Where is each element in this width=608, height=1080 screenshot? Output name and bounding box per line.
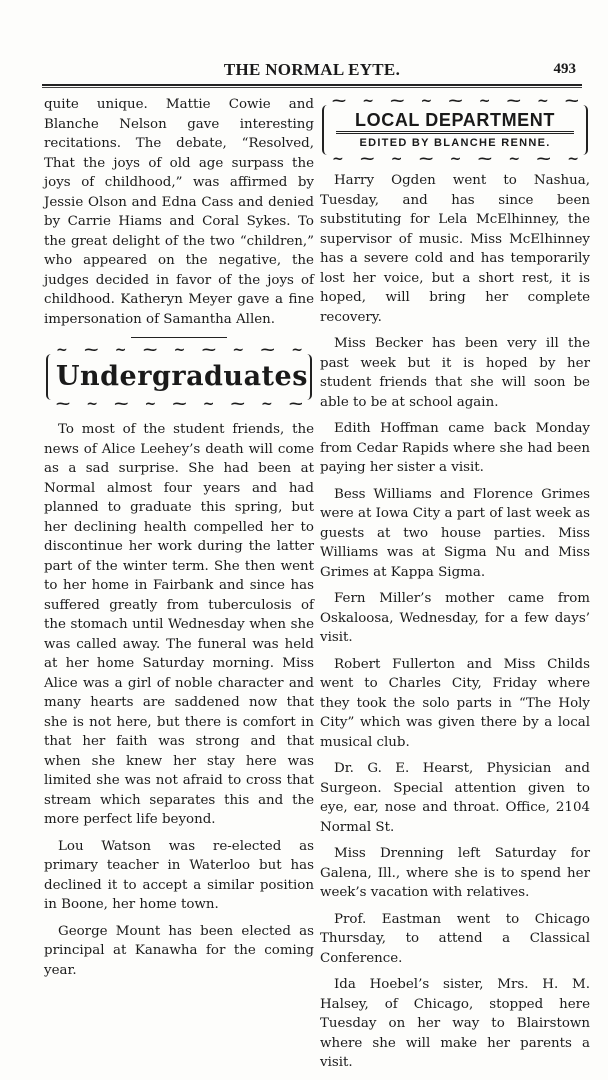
- page-header: [42, 58, 582, 90]
- paragraph: To most of the student friends, the news of Alice Leehey’s death will come as a sad surprise. She had been at Normal almost four years and had planned to graduate this spring, but her declining health compelled her to discontinue her work during the latter part of the winter term. She then went to her home in Fairbank and since has suffered greatly from tuberculosis of the stomach until Wednesday when she was called away. The funeral was held at her home Saturday morning. Miss Alice was a girl of noble character and many hearts are saddened now that she is not here, but there is comfort in that her faith was strong and that when she knew her stay here was limited she was not afraid to cross that stream which separates this and the more perfect life beyond.: [44, 422, 314, 827]
- paragraph: Robert Fullerton and Miss Childs went to Charles City, Friday where they took the solo parts in “The Holy City” which was given there by a local musical club.: [320, 656, 590, 750]
- paragraph: Harry Ogden went to Nashua, Tuesday, and has since been substituting for Lela McElhinney, the supervisor of music. Miss McElhinney has a severe cold and has temporarily lost her voice, but a short rest, it is hoped, will bring her complete recovery.: [320, 173, 590, 325]
- ornament-border-bottom: ~ ⁓ ~ ⁓ ~ ⁓ ~ ⁓ ~: [332, 153, 578, 165]
- continued-paragraph: quite unique. Mattie Cowie and Blanche Nelson gave interesting recitations. The debate, “Resolved, That the joys of old age surpass the joys of childhood,” was affirmed by Jessie Olson and Edna Cass and denied by Carrie Hiams and Coral Sykes. To the great delight of the two “children,” who appeared on the negative, the judges decided in favor of the joys of childhood. Katheryn Meyer gave a fine impersonation of Samantha Allen.: [44, 97, 314, 327]
- section-subheading-editor: EDITED BY BLANCHE RENNE.: [359, 137, 551, 149]
- right-column: [320, 95, 590, 1080]
- section-heading-undergraduates: Undergraduates: [56, 361, 308, 392]
- ornament-scroll-icon: [302, 354, 312, 400]
- paragraph: Bess Williams and Florence Grimes were at Iowa City a part of last week as guests at two house parties. Miss Williams was at Sigma Nu and Miss Grimes at Kappa Sigma.: [320, 486, 590, 580]
- ornament-border-top: ⁓ ~ ⁓ ~ ⁓ ~ ⁓ ~ ⁓: [332, 95, 578, 107]
- section-divider: [131, 337, 227, 338]
- ornament-scroll-icon: [322, 105, 332, 155]
- paragraph: George Mount has been elected as principal at Kanawha for the coming year.: [44, 923, 314, 978]
- section-heading-local-department: LOCAL DEPARTMENT: [336, 107, 574, 134]
- ornament-scroll-icon: [46, 354, 56, 400]
- ornament-scroll-icon: [578, 105, 588, 155]
- ornament-border-top: ~ ⁓ ~ ⁓ ~ ⁓ ~ ⁓ ~: [56, 344, 302, 356]
- header-rule: [42, 84, 582, 88]
- paragraph: Dr. G. E. Hearst, Physician and Surgeon. Special attention given to eye, ear, nose and throat. Office, 2104 Normal St.: [320, 761, 590, 835]
- page-number: 493: [553, 61, 576, 77]
- paragraph: Miss Becker has been very ill the past week but it is hoped by her student friends that she will soon be able to be at school again.: [320, 336, 590, 410]
- ornament-border-bottom: ⁓ ~ ⁓ ~ ⁓ ~ ⁓ ~ ⁓: [56, 398, 302, 410]
- left-column: [44, 95, 314, 987]
- paragraph: Ida Hoebel’s sister, Mrs. H. M. Halsey, of Chicago, stopped here Tuesday on her way to Blairstown where she will make her parents a visit.: [320, 977, 590, 1070]
- publication-title: THE NORMAL EYTE.: [223, 60, 401, 79]
- paragraph: Fern Miller’s mother came from Oskaloosa, Wednesday, for a few days’ visit.: [320, 591, 590, 645]
- paragraph: Prof. Eastman went to Chicago Thursday, to attend a Classical Conference.: [320, 911, 590, 966]
- undergraduates-heading-box: [44, 344, 314, 410]
- local-department-heading-box: [320, 95, 590, 165]
- paragraph: Lou Watson was re-elected as primary teacher in Waterloo but has declined it to accept a similar position in Boone, her home town.: [44, 838, 314, 912]
- paragraph: Edith Hoffman came back Monday from Cedar Rapids where she had been paying her sister a visit.: [320, 421, 590, 475]
- paragraph: Miss Drenning left Saturday for Galena, Ill., where she is to spend her week’s vacation with relatives.: [320, 846, 590, 900]
